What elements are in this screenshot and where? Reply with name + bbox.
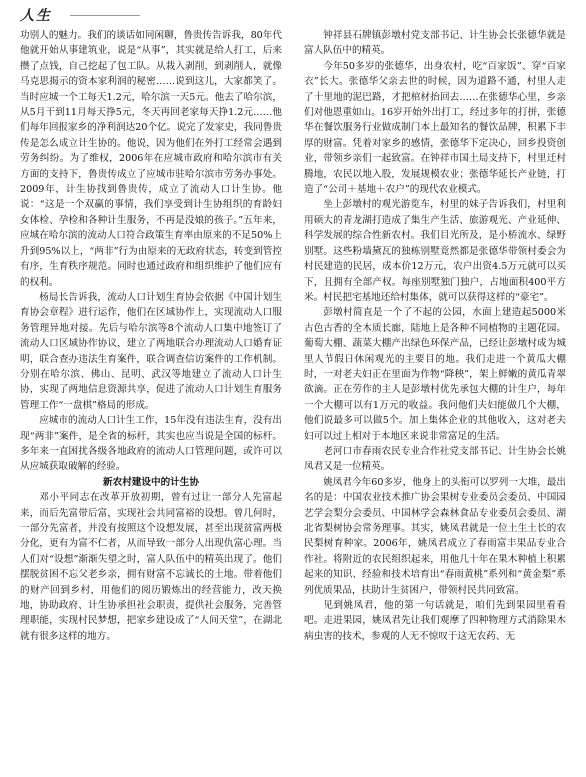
paragraph: 姚凤君今年60多岁，他身上的头衔可以罗列一大堆，最出名的是：中国农业技术推广协会果树专业委员会委员、中国园艺学会梨分会委员、中国林学会森林食品专业委员会委员、湖北省梨树协会常务理事。其实，姚凤君就是一位土生土长的农民梨树育种家。2006年，姚凤君成立了春雨富丰果品专业合作社。将附近的农民组织起来，用他几十年在果木种植上积累起来的知识、经验和技术培育出“春雨黄桃”系列和“黄金梨”系列优质果品，扶助计生贫困户，带领村民共同致富。 [304,476,566,596]
paragraph: 今年50多岁的张德华，出身农村，吃“百家饭”、穿“百家衣”长大。张德华父亲去世的时候，因为道路不通，村里人走了十里地的泥巴路，才把棺材抬回去……在张德华心里，乡亲们对他恩重如山。16岁开始外出打工，经过多年的打拼，张德华在餐饮服务行业做成制门本上最知名的餐饮品牌，积累下丰厚的财富。凭着对家乡的感情，张德华下定决心，回乡投资创业，带领乡亲们一起致富。在钟祥市国土局支持下，村里迁村腾地，农民以地入股，发展规模农业；张德华延长产业链，打造了“公司＋基地＋农户”的现代农业模式。 [304,60,566,196]
paragraph: 坐上彭墩村的观光游览车，村里的妹子告诉我们，村里利用硕大的青龙湖打造成了集生产生活、旅游观光、产业延伸、科学发展的综合性新农村。我们目光所及，是小桥流水、绿野别墅。这些粉墙黛瓦的独栋别墅竟然都是张德华带领村委会为村民建造的民居，成本价12万元，农户出资4.5万元就可以买下，且拥有全部产权。每座别墅独门独户，占地面积400平方米。村民把宅基地还给村集体，就可以获得这样的“豪宅”。 [304,199,566,303]
paragraph: 应城市的流动人口计生工作，15年没有违法生育，没有出现“两非”案件，是全省的标杆，其实也应当说是全国的标杆。多年来一直困扰各级各地政府的流动人口管理问题，或许可以从应城获取破解的经验。 [20,415,282,473]
right-column [304,28,566,644]
paragraph: 彭墩村简直是一个了不起的公园，水面上建造起5000米古色古香的全木质长廊，陆地上是各种不同植物的主题花园。葡萄大棚、蔬菜大棚产出绿色环保产品，已经让彭墩村成为城里人节假日休闲观光的主要目的地。我们走进一个黄瓜大棚时，一对老夫妇正在里面为作物“降秧”，架上鲜嫩的黄瓜青翠欲滴。正在劳作的主人是彭墩村优先承包大棚的计生户，每年一个大棚可以有1万元的收益。我问他们夫妇能做几个大棚，他们说最多可以做5个。加上集体企业的其他收入，这对老夫妇可以过上相对于本地区来说非常富足的生活。 [304,307,566,442]
paragraph: 邓小平同志在改革开放初期，曾有过让一部分人先富起来，而后先富带后富，实现社会共同富裕的设想。曾几何时，一部分先富者，并没有按照这个设想发展，甚至出现贫富两极分化，更有为富不仁者，从而导致一部分人出现仇富心理。当人们对“设想”渐渐失望之时，富人队伍中的精英出现了。他们摆脱贫困不忘父老乡亲，拥有财富不忘诚长的土地。带着他们的财产回到乡村，用他们的阅历锻炼出的经营能力，改天换地，协助政府、计生协承担社会职责，提供社会服务，完善管理职能，实现村民梦想，把家乡建设成了“人间天堂”，在湖北就有很多这样的地方。 [20,492,282,642]
paragraph: 见到姚凤君，他的第一句话就是，咱们先到果园里看看吧。走进果园，姚凤君先让我们观摩了四种物理方式消除果木病虫害的技术，参观的人无不惊叹于这无农药、无 [304,600,566,642]
header-rule [70,15,140,16]
subheading: 钟祥县石牌镇彭墩村党支部书记、计生协会长张德华就是富人队伍中的精英。 [304,30,566,57]
paragraph: 杨局长告诉我，流动人口计划生育协会依据《中国计划生育协会章程》进行运作，他们在区域协作上，实现流动人口服务管理异地对接。先后与哈尔滨等8个流动人口集中地签订了流动人口区域协作协议，建立了两地联合办理流动人口婚育证明，联合查办违法生育案件，联合调查信访案件的工作机制。分别在哈尔滨、佛山、昆明、武汉等地建立了流动人口计生协，实现了两地信息资源共享，促进了流动人口计划生育服务管理工作“一盘棋”格局的形成。 [20,291,282,411]
section-title: 新农村建设中的计生协 [103,476,199,488]
page-header [20,6,52,24]
subheading: 老河口市春雨农民专业合作社党支部书记、计生协会长姚凤君又是一位精英。 [304,445,566,473]
paragraph: 功别人的魅力。我们的谈话如同闲聊，鲁贵传告诉我，80年代他就开始从事建筑业，说是“从事”，其实就是给人打工，后来攒了点钱，自己挖起了包工队。从栽入剥削，到剥削人，就像马克思揭示的资本家利润的秘密……说到这儿，大家都笑了。当时应城一个工每天1.2元，哈尔滨一天5元。他去了哈尔滨，从5月干到11月每天挣5元，冬天再回老家每天挣1.2元……他们每年回报家乡的净利润达20个亿。说完了发家史，我同鲁贵传是怎么成立计生协的。他说，因为他们在外打工经常会遇到劳务纠纷。为了维权，2006年在应城市政府和哈尔滨市有关方面的支持下，鲁贵传成立了应城市驻哈尔滨市劳务办事处。2009年，计生协找到鲁贵传，成立了流动人口计生协。他说：“这是一个双赢的事情，我们享受到计生协组织的育龄妇女体检、孕检和各种计生服务，不再是没娘的孩子。”五年来，应城在哈尔滨的流动人口符合政策生育率由原来的不足50%上升到95%以上，“两非”行为由原来的无政府状态，转变到管控有序，生育秩序规范。同时也通过政府和组织维护了他们应有的权利。 [20,30,282,288]
column-logo: 人生 [20,8,52,24]
left-column [20,28,282,644]
